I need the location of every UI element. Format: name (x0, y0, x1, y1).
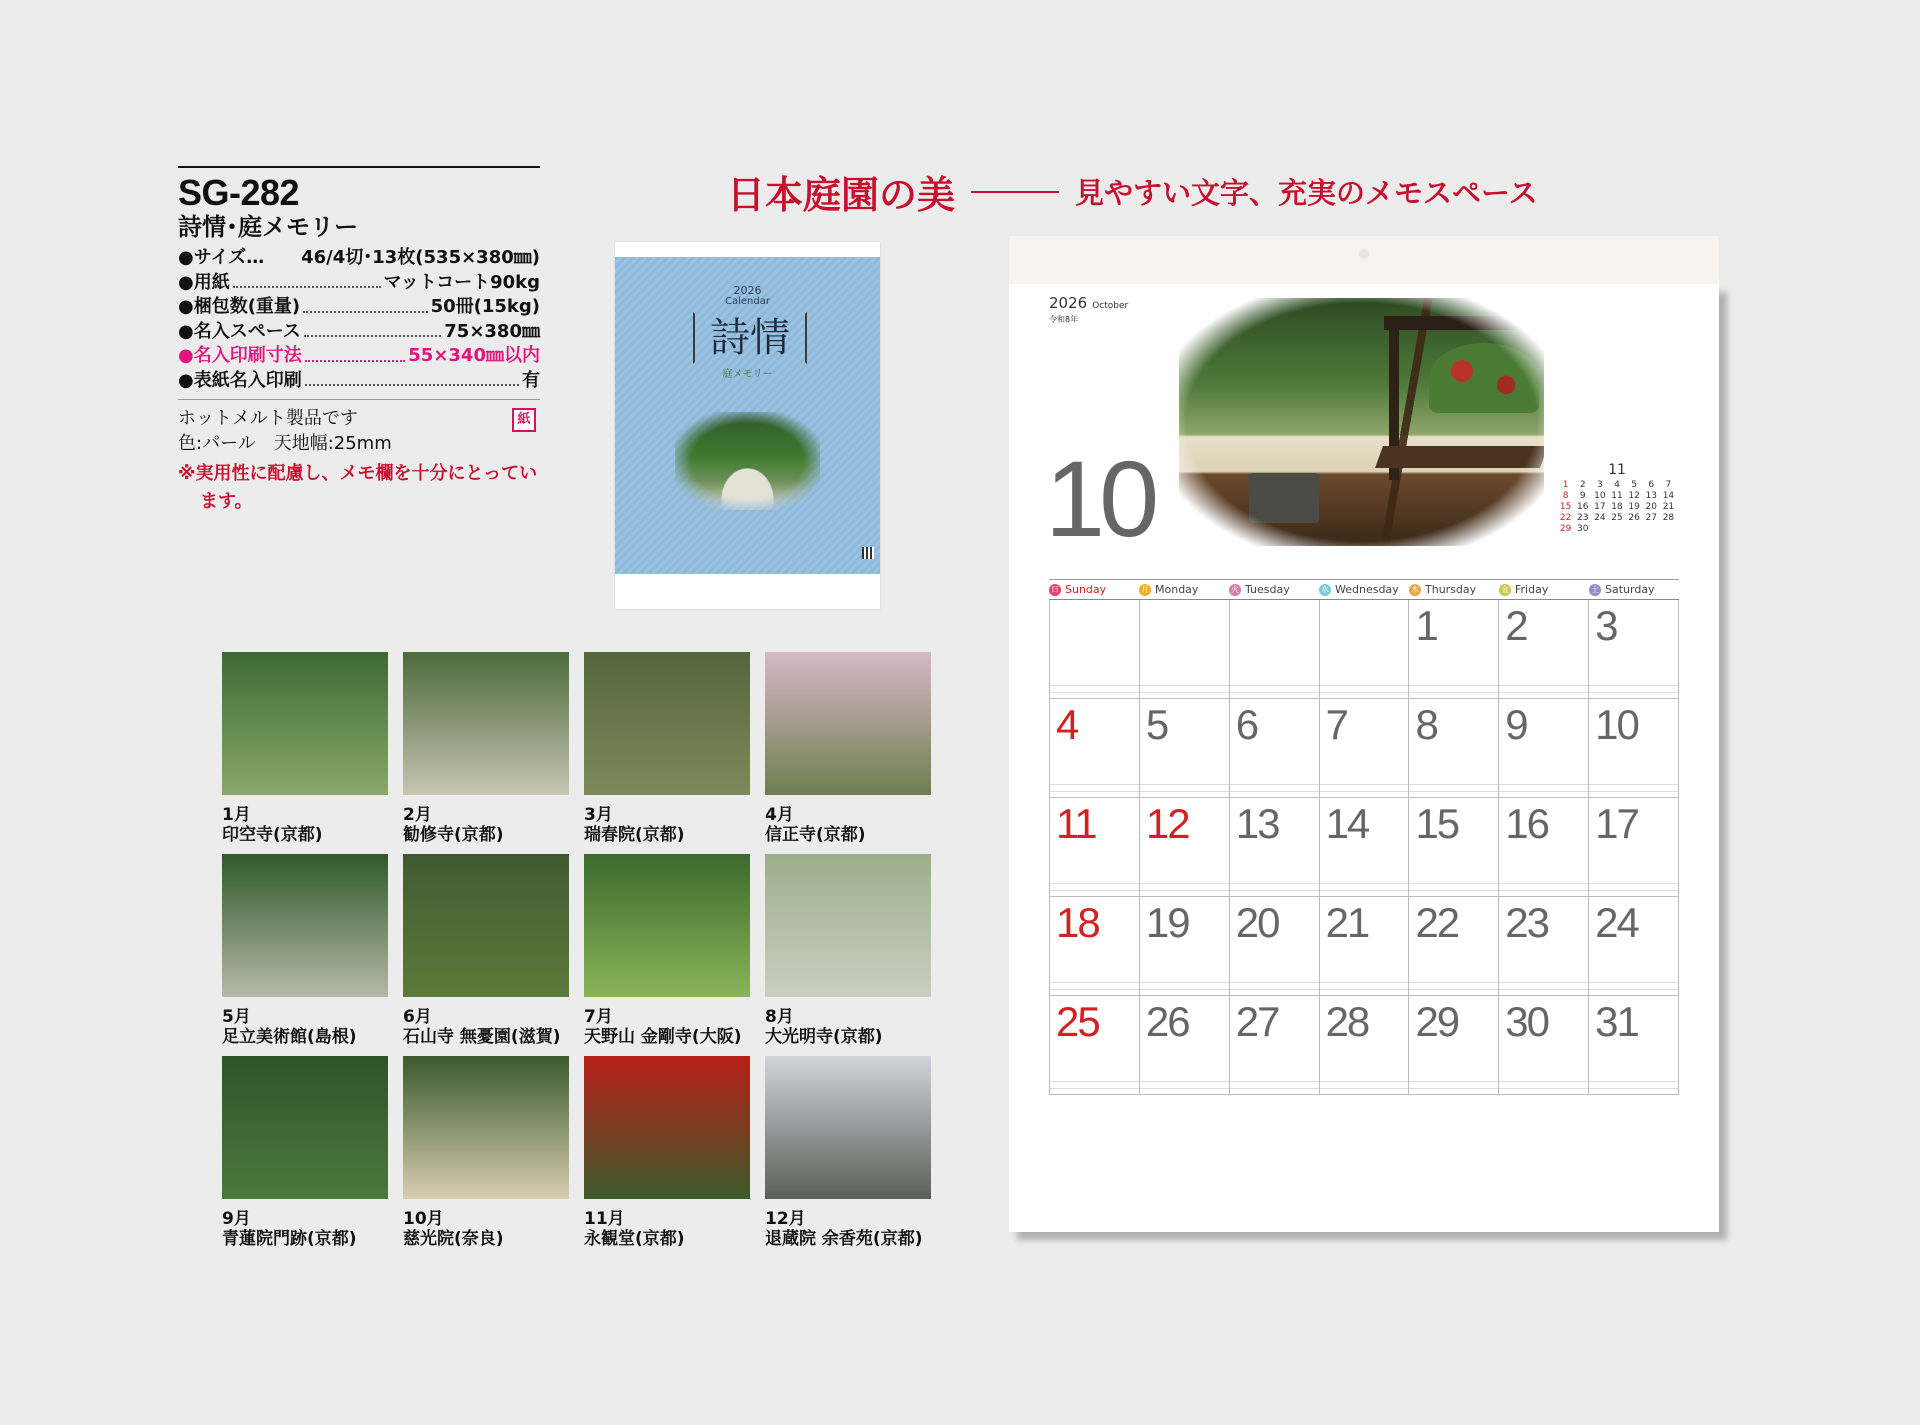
day-cell (1320, 996, 1410, 1095)
day-number: 31 (1595, 998, 1638, 1045)
day-cell (1230, 699, 1320, 798)
weekday-label: Saturday (1605, 583, 1655, 596)
thumbnail-month: 12月 (765, 1209, 806, 1229)
spec-leader-dots (303, 295, 427, 313)
color-note: 色:パール 天地幅:25mm (178, 433, 392, 454)
day-cell (1409, 996, 1499, 1095)
month-grid (1049, 579, 1679, 1095)
cover-garden-photo (675, 412, 820, 510)
thumbnail-photo (584, 854, 750, 997)
day-number: 26 (1145, 998, 1189, 1045)
mini-day: 4 (1614, 480, 1620, 490)
day-number: 5 (1145, 701, 1168, 748)
weekday-header (1139, 580, 1229, 599)
weekday-mark-icon: 日 (1051, 584, 1059, 594)
product-name: 詩情･庭メモリー (178, 213, 358, 241)
month-thumbnail (222, 652, 388, 845)
thumbnail-title: 印空寺(京都) (222, 825, 323, 845)
spec-label: ●名入印刷寸法 (178, 345, 302, 366)
week-row (1050, 798, 1679, 897)
spec-row (178, 246, 540, 271)
hanging-hole (1359, 249, 1369, 259)
weekday-header (1409, 580, 1499, 599)
headline-sub: 見やすい文字、充実のメモスペース (1075, 176, 1538, 210)
spec-leader-dots (305, 369, 519, 387)
thumbnail-month: 5月 (222, 1007, 251, 1027)
spec-value: マットコート90kg (383, 271, 540, 293)
day-cell (1499, 897, 1589, 996)
day-cell (1140, 897, 1230, 996)
day-cell (1140, 600, 1230, 699)
thumbnail-photo (222, 854, 388, 997)
mini-day: 1 (1562, 480, 1569, 490)
spec-label: ●表紙名入印刷 (178, 369, 302, 391)
hotmelt-text: ホットメルト製品です (178, 408, 358, 429)
month-thumbnail (765, 1056, 931, 1249)
mini-day: 18 (1611, 502, 1623, 512)
spec-label: ●名入スペース (178, 320, 301, 342)
spec-row (178, 271, 540, 296)
day-number: 28 (1325, 998, 1369, 1045)
day-number: 7 (1325, 701, 1347, 748)
cover-top-strip (615, 242, 880, 257)
mini-day: 28 (1662, 513, 1675, 523)
thumbnail-title: 勧修寺(京都) (403, 825, 504, 845)
paper-badge: 紙 (512, 408, 536, 432)
mini-calendar-table (1557, 480, 1677, 535)
headline (727, 164, 1727, 219)
spec-label: ●サイズ… (178, 247, 265, 268)
calendar-year (1049, 294, 1128, 312)
day-number: 29 (1415, 998, 1459, 1045)
calendar-year-number: 2026 (1049, 294, 1088, 312)
mini-day: 7 (1665, 480, 1672, 490)
mini-day: 29 (1559, 524, 1572, 534)
thumbnail-month: 2月 (403, 805, 432, 825)
day-number: 3 (1595, 602, 1617, 649)
spec-label: ●用紙 (178, 271, 230, 293)
thumbnail-photo (403, 1056, 569, 1199)
month-thumbnail (403, 854, 569, 1047)
day-number: 1 (1415, 602, 1437, 649)
spec-leader-dots (304, 320, 441, 338)
thumbnail-photo (765, 1056, 931, 1199)
thumbnail-photo (584, 652, 750, 795)
thumbnail-photo (765, 854, 931, 997)
day-number: 8 (1415, 701, 1437, 748)
day-number: 15 (1415, 800, 1459, 847)
mini-day: 24 (1594, 513, 1606, 523)
day-number: 11 (1056, 800, 1096, 847)
mini-day: 17 (1594, 502, 1606, 512)
weekday-mark-icon: 水 (1321, 584, 1329, 594)
mini-day: 30 (1576, 524, 1589, 534)
thumbnail-title: 青蓮院門跡(京都) (222, 1229, 357, 1249)
mini-day: 20 (1645, 502, 1657, 512)
spec-row (178, 295, 540, 320)
thumbnail-photo (222, 1056, 388, 1199)
hotmelt-note (178, 406, 540, 431)
cover-subtitle: 庭メモリー (722, 369, 773, 380)
mini-day: 8 (1562, 491, 1569, 501)
spec-row (178, 369, 540, 394)
spec-value: 75×380㎜ (444, 320, 540, 342)
mini-day (1643, 524, 1660, 535)
mini-day: 2 (1579, 480, 1586, 490)
day-cell (1409, 798, 1499, 897)
thumbnail-title: 石山寺 無憂園(滋賀) (403, 1027, 561, 1047)
thumbnail-title: 永観堂(京都) (584, 1229, 685, 1249)
spec-leader-dots (233, 271, 381, 289)
day-cell (1320, 798, 1410, 897)
day-cell (1499, 600, 1589, 699)
spec-label: ●梱包数(重量) (178, 296, 301, 317)
photo-basin (1249, 473, 1319, 523)
mini-day: 19 (1628, 502, 1640, 512)
day-number: 30 (1505, 998, 1549, 1045)
month-thumbnail (584, 854, 750, 1047)
day-number: 9 (1505, 701, 1527, 748)
weekday-header (1589, 580, 1679, 599)
day-cell (1589, 897, 1679, 996)
headline-main: 日本庭園の美 (727, 172, 956, 217)
cover-calendar-word: Calendar (725, 296, 770, 307)
day-cell (1589, 699, 1679, 798)
weekday-header (1049, 580, 1139, 599)
mini-week (1557, 513, 1677, 524)
day-number: 22 (1415, 899, 1459, 946)
spec-block (178, 166, 540, 516)
mini-day: 21 (1662, 502, 1675, 512)
day-cell (1409, 699, 1499, 798)
mini-day: 25 (1611, 513, 1623, 523)
mini-day: 3 (1596, 480, 1603, 490)
spec-row (178, 320, 540, 345)
day-cell (1499, 699, 1589, 798)
spec-list (178, 246, 540, 393)
thumbnail-month: 8月 (765, 1007, 794, 1027)
mini-day: 12 (1628, 491, 1640, 501)
spec-value: 46/4切･13枚(535×380㎜) (301, 247, 540, 268)
day-number: 21 (1325, 899, 1369, 946)
spec-row (178, 344, 540, 369)
month-garden-photo (1179, 298, 1544, 546)
month-thumbnail (403, 1056, 569, 1249)
next-month-mini-calendar (1557, 462, 1677, 535)
weekday-mark-icon: 金 (1501, 584, 1509, 594)
weekday-mark-icon: 土 (1591, 584, 1599, 594)
thumbnail-title: 信正寺(京都) (765, 825, 866, 845)
headline-dash (971, 191, 1059, 193)
thumbnail-month: 3月 (584, 805, 613, 825)
thumbnail-month: 7月 (584, 1007, 613, 1027)
thumbnail-month: 4月 (765, 805, 794, 825)
month-thumbnail (403, 652, 569, 845)
mini-week (1557, 491, 1677, 502)
weekday-label: Tuesday (1245, 583, 1290, 596)
thumbnail-photo (584, 1056, 750, 1199)
month-thumbnail (765, 854, 931, 1047)
day-number: 12 (1145, 800, 1189, 847)
mini-day: 16 (1576, 502, 1589, 512)
day-cell (1230, 996, 1320, 1095)
weekday-header (1229, 580, 1319, 599)
day-cell (1589, 600, 1679, 699)
day-cell (1589, 996, 1679, 1095)
day-cell (1589, 798, 1679, 897)
day-number: 25 (1056, 998, 1099, 1045)
weekday-mark-icon: 月 (1141, 584, 1149, 594)
spec-value: 55×340㎜以内 (408, 345, 540, 366)
spec-value: 50冊(15kg) (430, 296, 540, 317)
mini-day: 13 (1645, 491, 1657, 501)
day-cell (1140, 699, 1230, 798)
day-number: 2 (1505, 602, 1527, 649)
spec-leader-dots (305, 344, 406, 362)
mini-week (1557, 480, 1677, 491)
month-thumbnail (584, 652, 750, 845)
mini-day: 14 (1662, 491, 1675, 501)
day-cell (1050, 600, 1140, 699)
day-number: 27 (1235, 998, 1279, 1045)
photo-roof (1384, 316, 1539, 330)
day-cell (1230, 897, 1320, 996)
spec-value: 有 (522, 369, 540, 391)
weeks (1049, 599, 1679, 1095)
day-cell (1230, 798, 1320, 897)
mini-day: 11 (1611, 491, 1623, 501)
day-number: 19 (1145, 899, 1189, 946)
weekday-label: Wednesday (1335, 583, 1399, 596)
thumbnail-month: 10月 (403, 1209, 444, 1229)
mini-day: 22 (1559, 513, 1572, 523)
mini-day: 10 (1594, 491, 1606, 501)
day-cell (1499, 996, 1589, 1095)
calendar-month-en: October (1092, 301, 1129, 311)
day-number: 24 (1595, 899, 1638, 946)
mini-day: 6 (1648, 480, 1655, 490)
day-number: 13 (1235, 800, 1279, 847)
mini-day (1591, 524, 1608, 535)
week-row (1050, 600, 1679, 699)
weekday-label: Friday (1515, 583, 1549, 596)
mini-day: 27 (1645, 513, 1657, 523)
day-cell (1230, 600, 1320, 699)
thumbnail-month: 1月 (222, 805, 251, 825)
thumbnail-photo (403, 854, 569, 997)
day-number: 4 (1056, 701, 1078, 748)
thumbnail-photo (403, 652, 569, 795)
day-cell (1050, 996, 1140, 1095)
spec-leader-dots (267, 246, 298, 264)
calendar-sheet (1009, 284, 1719, 1232)
memo-warning: ※実用性に配慮し、メモ欄を十分にとっています。 (178, 463, 538, 512)
thumbnail-month: 11月 (584, 1209, 625, 1229)
thumbnail-title: 足立美術館(島根) (222, 1027, 357, 1047)
day-number: 17 (1595, 800, 1638, 847)
thumbnail-photo (765, 652, 931, 795)
thumbnail-title: 慈光院(奈良) (403, 1229, 504, 1249)
month-thumbnail (222, 854, 388, 1047)
mini-week (1557, 502, 1677, 513)
thumbnail-title: 大光明寺(京都) (765, 1027, 883, 1047)
mini-day (1660, 524, 1677, 535)
month-thumbnail (584, 1056, 750, 1249)
thumbnail-title: 天野山 金剛寺(大阪) (584, 1027, 742, 1047)
spec-top-rule (178, 166, 540, 168)
weekday-label: Thursday (1425, 583, 1477, 596)
weekday-header (1499, 580, 1589, 599)
mini-day: 9 (1579, 491, 1586, 501)
weekday-label: Sunday (1065, 583, 1107, 596)
mini-day (1608, 524, 1625, 535)
model-number: SG-282 (178, 172, 300, 213)
photo-deck (1375, 446, 1548, 468)
thumbnail-title: 瑞春院(京都) (584, 825, 685, 845)
day-number: 10 (1595, 701, 1638, 748)
day-cell (1050, 897, 1140, 996)
calendar-page-preview (1009, 236, 1719, 1232)
cover-title: 詩情 (693, 312, 807, 364)
month-thumbnail (222, 1056, 388, 1249)
mini-day: 5 (1631, 480, 1637, 490)
binding-strip (1009, 236, 1719, 284)
day-cell (1050, 699, 1140, 798)
day-number: 23 (1505, 899, 1549, 946)
day-cell (1140, 798, 1230, 897)
cover-year: 2026 (733, 284, 762, 297)
week-row (1050, 996, 1679, 1095)
weekday-label: Monday (1155, 583, 1199, 596)
day-number: 20 (1235, 899, 1279, 946)
day-cell (1320, 699, 1410, 798)
big-month-number: 10 (1045, 438, 1154, 559)
day-number: 16 (1505, 800, 1549, 847)
day-cell (1499, 798, 1589, 897)
mini-day: 15 (1559, 502, 1572, 512)
day-number: 6 (1235, 701, 1258, 748)
month-thumbnail (765, 652, 931, 845)
mini-month-title: 11 (1608, 462, 1626, 478)
qr-code-icon (862, 547, 874, 559)
day-cell (1320, 897, 1410, 996)
mini-week (1557, 524, 1677, 535)
mini-day: 26 (1628, 513, 1640, 523)
thumbnail-photo (222, 652, 388, 795)
week-row (1050, 897, 1679, 996)
day-cell (1050, 798, 1140, 897)
thumbnail-month: 6月 (403, 1007, 432, 1027)
day-cell (1409, 897, 1499, 996)
day-cell (1140, 996, 1230, 1095)
week-row (1050, 699, 1679, 798)
mini-day: 23 (1576, 513, 1589, 523)
weekday-mark-icon: 火 (1231, 584, 1239, 594)
day-cell (1320, 600, 1410, 699)
weekday-mark-icon: 木 (1411, 584, 1419, 594)
calendar-cover (615, 242, 880, 609)
thumbnail-title: 退蔵院 余香苑(京都) (765, 1229, 923, 1249)
calendar-era: 令和8年 (1049, 315, 1079, 324)
mini-day (1626, 524, 1643, 535)
day-cell (1409, 600, 1499, 699)
day-number: 18 (1056, 899, 1099, 946)
spec-divider (178, 399, 540, 400)
weekday-header-row (1049, 579, 1679, 599)
thumbnail-month: 9月 (222, 1209, 251, 1229)
weekday-header (1319, 580, 1409, 599)
photo-hedge (1429, 343, 1539, 413)
day-number: 14 (1325, 800, 1369, 847)
